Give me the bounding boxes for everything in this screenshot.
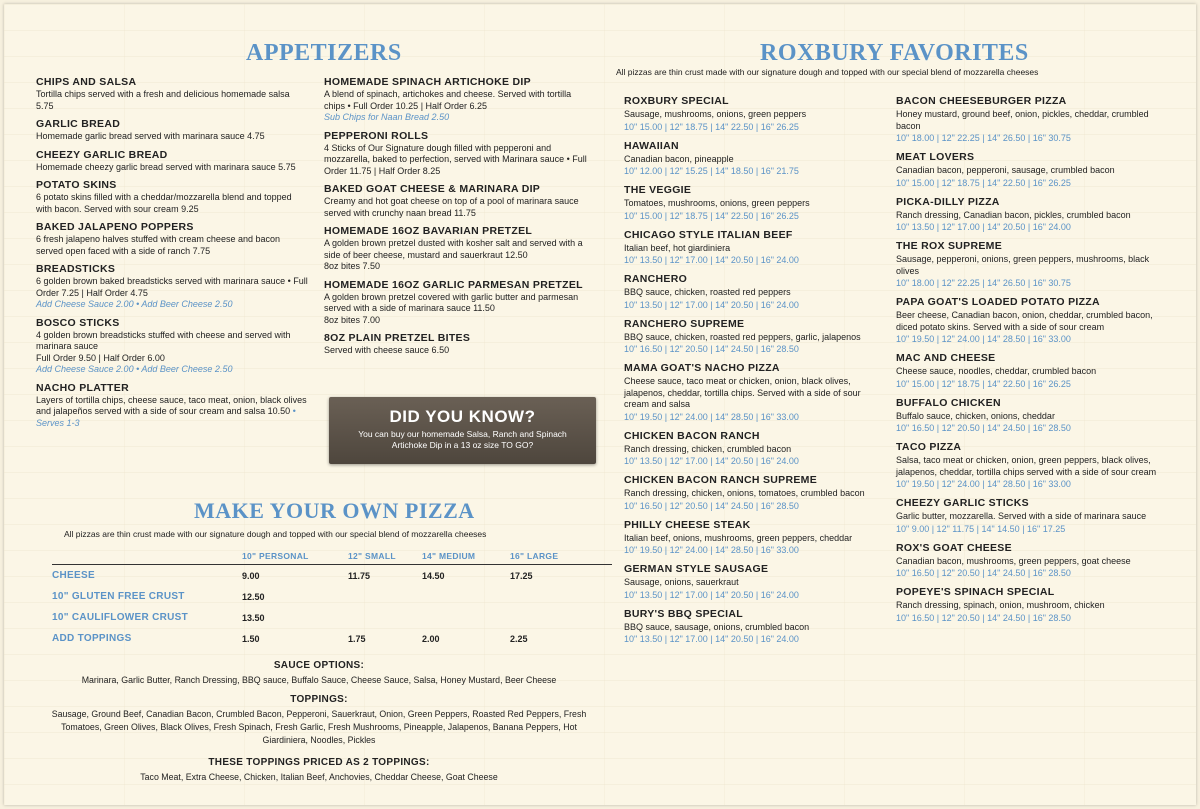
item-prices: 10" 13.50 | 12" 17.00 | 14" 20.50 | 16" 24.00	[624, 634, 799, 644]
toppings-list: Sausage, Ground Beef, Canadian Bacon, Crumbled Bacon, Pepperoni, Sauerkraut, Onion, Green Peppers, Roasted Red Peppers, Fresh Tomatoes, Green Olives, Black Olives, Fresh Spinach, Fresh Garlic, Fresh Mushrooms, Pineapple, Jalapenos, Banana Peppers, Hot Giardiniera, Noodles, Pickles	[51, 709, 587, 745]
row-label: CHEESE	[52, 570, 95, 581]
item-description: Sausage, pepperoni, onions, green peppers, mushrooms, black olives	[896, 254, 1150, 276]
item-prices: 10" 12.00 | 12" 15.25 | 14" 18.50 | 16" 21.75	[624, 166, 799, 176]
did-you-know-banner	[329, 397, 596, 464]
menu-item	[896, 95, 1158, 144]
header-large: 16" LARGE	[510, 551, 612, 565]
item-description: Salsa, taco meat or chicken, onion, green peppers, black olives, jalapenos, cheddar, tortilla chips served with a side of sour cream	[896, 455, 1157, 477]
item-name: CHIPS AND SALSA	[36, 76, 137, 88]
item-name: 8OZ PLAIN PRETZEL BITES	[324, 332, 471, 344]
menu-item	[624, 95, 879, 133]
item-prices: 10" 19.50 | 12" 24.00 | 14" 28.50 | 16" 33.00	[624, 411, 799, 422]
serves-note: • Serves 1-3	[36, 406, 296, 428]
item-description	[36, 395, 308, 430]
price-cell	[348, 586, 422, 607]
item-prices: 10" 15.00 | 12" 18.75 | 14" 22.50 | 16" 26.25	[624, 121, 799, 132]
item-description: 4 golden brown breadsticks stuffed with cheese and served with marinara sauce	[36, 329, 291, 351]
row-label: 10" CAULIFLOWER CRUST	[52, 612, 189, 623]
menu-item	[624, 362, 879, 423]
item-description: Italian beef, hot giardiniera	[624, 242, 731, 253]
menu-item	[36, 221, 308, 257]
item-name: PEPPERONI ROLLS	[324, 129, 429, 142]
price-cell: 2.00	[422, 633, 440, 644]
menu-item	[624, 140, 879, 178]
menu-item	[324, 130, 592, 178]
item-name: PHILLY CHEESE STEAK	[624, 518, 751, 531]
item-price-line: 8oz bites 7.50	[324, 261, 381, 271]
row-label: ADD TOPPINGS	[52, 633, 132, 644]
menu-item	[624, 318, 879, 356]
item-name: RANCHERO	[624, 273, 688, 285]
menu-item	[896, 240, 1158, 289]
item-prices: 10" 15.00 | 12" 18.75 | 14" 22.50 | 16" 26.25	[624, 210, 799, 221]
price-cell: 13.50	[242, 612, 265, 623]
item-description: Canadian bacon, mushrooms, green peppers, goat cheese	[896, 555, 1131, 566]
item-prices: 10" 16.50 | 12" 20.50 | 14" 24.50 | 16" 28.50	[624, 500, 799, 511]
sauce-options-heading: SAUCE OPTIONS:	[273, 660, 365, 671]
item-description: BBQ sauce, chicken, roasted red peppers	[624, 287, 791, 297]
item-name: ROXBURY SPECIAL	[624, 95, 729, 107]
menu-item	[896, 586, 1158, 624]
menu-page	[4, 4, 1196, 805]
appetizers-left-column	[36, 76, 308, 435]
item-prices: 10" 15.00 | 12" 18.75 | 14" 22.50 | 16" 26.25	[896, 177, 1071, 188]
table-row	[52, 607, 612, 628]
item-name: MAC AND CHEESE	[896, 352, 996, 364]
item-name: POPEYE'S SPINACH SPECIAL	[896, 586, 1055, 598]
menu-item	[324, 183, 592, 219]
price-cell: 1.50	[242, 633, 260, 644]
price-cell	[422, 607, 510, 628]
price-cell	[510, 586, 612, 607]
menu-item	[624, 474, 879, 512]
item-description: Ranch dressing, chicken, onions, tomatoes, crumbled bacon	[624, 488, 865, 498]
header-blank	[52, 551, 242, 565]
item-addon: Add Cheese Sauce 2.00 • Add Beer Cheese 2.50	[36, 299, 233, 309]
item-name: HOMEMADE SPINACH ARTICHOKE DIP	[324, 76, 531, 88]
menu-item	[896, 441, 1158, 490]
banner-title: DID YOU KNOW?	[389, 407, 536, 426]
item-name: CHICAGO STYLE ITALIAN BEEF	[624, 228, 793, 241]
item-name: BREADSTICKS	[36, 263, 116, 275]
item-name: POTATO SKINS	[36, 179, 117, 191]
table-row	[52, 586, 612, 607]
menu-item	[36, 179, 308, 215]
item-name: RANCHERO SUPREME	[624, 317, 745, 330]
price-cell: 17.25	[510, 570, 533, 581]
menu-item	[896, 542, 1158, 580]
item-description: Cheese sauce, taco meat or chicken, onion, black olives, jalapenos, cheddar, tortilla chips. Served with a side of sour cream and salsa	[624, 376, 861, 409]
item-description: Honey mustard, ground beef, onion, pickles, cheddar, crumbled bacon	[896, 109, 1149, 131]
double-toppings-list: Taco Meat, Extra Cheese, Chicken, Italian Beef, Anchovies, Cheddar Cheese, Goat Cheese	[140, 772, 498, 782]
item-description: 4 Sticks of Our Signature dough filled with pepperoni and mozzarella, baked to perfection, served with Marinara sauce • Full Order 11.75 | Half Order 8.25	[324, 142, 587, 176]
item-name: THE ROX SUPREME	[896, 240, 1003, 252]
menu-item	[324, 225, 592, 273]
price-cell: 1.75	[348, 633, 366, 644]
menu-item	[896, 296, 1158, 345]
item-description: Garlic butter, mozzarella. Served with a side of marinara sauce	[896, 511, 1147, 521]
sauce-options-list: Marinara, Garlic Butter, Ranch Dressing, BBQ sauce, Buffalo Sauce, Cheese Sauce, Salsa, Honey Mustard, Beer Cheese	[81, 675, 557, 685]
item-description: Buffalo sauce, chicken, onions, cheddar	[896, 410, 1055, 421]
price-cell	[422, 586, 510, 607]
header-personal: 10" PERSONAL	[242, 551, 348, 565]
price-cell: 14.50	[422, 570, 445, 581]
item-addon: Sub Chips for Naan Bread 2.50	[324, 112, 450, 122]
menu-item	[896, 352, 1158, 390]
item-description: Homemade garlic bread served with marinara sauce 4.75	[36, 131, 265, 141]
item-name: CHICKEN BACON RANCH	[624, 429, 760, 442]
item-description: 6 fresh jalapeno halves stuffed with cream cheese and bacon served open faced with a side of ranch 7.75	[36, 234, 280, 256]
menu-item	[624, 184, 879, 222]
menu-item	[896, 151, 1158, 189]
menu-item	[624, 519, 879, 557]
favorites-left-column	[624, 95, 879, 652]
menu-item	[36, 382, 308, 430]
item-description: Homemade cheezy garlic bread served with marinara sauce 5.75	[36, 161, 296, 172]
menu-item	[324, 279, 592, 327]
header-medium: 14" MEDIUM	[422, 551, 510, 565]
menu-item	[324, 332, 592, 357]
appetizers-title: APPETIZERS	[246, 40, 402, 66]
item-name: BAKED GOAT CHEESE & MARINARA DIP	[324, 183, 541, 195]
item-description: 6 golden brown baked breadsticks served with marinara sauce • Full Order 7.25 | Half Order 4.75	[36, 276, 308, 298]
item-price-line: 8oz bites 7.00	[324, 314, 381, 325]
item-prices: 10" 19.50 | 12" 24.00 | 14" 28.50 | 16" 33.00	[896, 479, 1071, 489]
item-description: Canadian bacon, pepperoni, sausage, crumbled bacon	[896, 165, 1115, 175]
menu-item	[624, 430, 879, 468]
menu-item	[36, 118, 308, 143]
item-description: Sausage, onions, sauerkraut	[624, 577, 739, 587]
item-name: CHEEZY GARLIC STICKS	[896, 497, 1029, 509]
item-prices: 10" 16.50 | 12" 20.50 | 14" 24.50 | 16" 28.50	[896, 612, 1071, 623]
item-prices: 10" 18.00 | 12" 22.25 | 14" 26.50 | 16" 30.75	[896, 133, 1071, 143]
menu-item	[36, 263, 308, 311]
item-description: A golden brown pretzel covered with garlic butter and parmesan served with a side of marinara sauce 11.50	[324, 291, 579, 313]
item-description: Creamy and hot goat cheese on top of a pool of marinara sauce served with crunchy naan bread 11.75	[324, 196, 579, 218]
table-row	[52, 628, 612, 649]
menu-item	[36, 149, 308, 174]
item-prices: 10" 19.50 | 12" 24.00 | 14" 28.50 | 16" 33.00	[624, 545, 799, 555]
item-description: BBQ sauce, chicken, roasted red peppers, garlic, jalapenos	[624, 331, 861, 342]
menu-item	[624, 273, 879, 311]
banner-body: You can buy our homemade Salsa, Ranch and Spinach Artichoke Dip in a 13 oz size TO GO?	[358, 429, 567, 450]
item-description: Ranch dressing, Canadian bacon, pickles, crumbled bacon	[896, 209, 1131, 220]
menu-item	[896, 397, 1158, 435]
item-description: Sausage, mushrooms, onions, green peppers	[624, 109, 807, 119]
price-cell: 2.25	[510, 633, 528, 644]
item-description: Ranch dressing, chicken, crumbled bacon	[624, 443, 792, 454]
favorites-subtitle: All pizzas are thin crust made with our signature dough and topped with our special blend of mozzarella cheeses	[616, 67, 1039, 77]
menu-item	[36, 76, 308, 112]
item-name: MAMA GOAT'S NACHO PIZZA	[624, 362, 780, 374]
item-prices: 10" 9.00 | 12" 11.75 | 14" 14.50 | 16" 17.25	[896, 523, 1066, 534]
item-name: BUFFALO CHICKEN	[896, 396, 1001, 409]
menu-item	[624, 229, 879, 267]
item-name: MEAT LOVERS	[896, 151, 975, 163]
item-name: BOSCO STICKS	[36, 316, 120, 329]
item-prices: 10" 13.50 | 12" 17.00 | 14" 20.50 | 16" 24.00	[896, 222, 1071, 232]
item-name: BAKED JALAPENO POPPERS	[36, 221, 194, 233]
item-name: ROX'S GOAT CHEESE	[896, 541, 1012, 554]
item-description: A blend of spinach, artichokes and cheese. Served with tortilla chips • Full Order 10.25 | Half Order 6.25	[324, 89, 572, 111]
pizza-price-table	[52, 551, 612, 649]
menu-item	[624, 563, 879, 601]
price-cell: 11.75	[348, 570, 371, 581]
item-name: PAPA GOAT'S LOADED POTATO PIZZA	[896, 296, 1100, 308]
double-toppings-heading: THESE TOPPINGS PRICED AS 2 TOPPINGS:	[208, 757, 430, 768]
pizza-subtitle: All pizzas are thin crust made with our signature dough and topped with our special blend of mozzarella cheeses	[64, 529, 487, 539]
item-prices: 10" 13.50 | 12" 17.00 | 14" 20.50 | 16" 24.00	[624, 589, 799, 600]
item-prices: 10" 16.50 | 12" 20.50 | 14" 24.50 | 16" 28.50	[624, 344, 799, 354]
item-description: Served with cheese sauce 6.50	[324, 345, 450, 355]
item-name: PICKA-DILLY PIZZA	[896, 195, 1000, 208]
price-cell	[348, 607, 422, 628]
price-cell: 12.50	[242, 591, 265, 602]
item-name: GERMAN STYLE SAUSAGE	[624, 563, 769, 575]
item-description: Ranch dressing, spinach, onion, mushroom, chicken	[896, 600, 1105, 610]
item-name: HOMEMADE 16OZ BAVARIAN PRETZEL	[324, 225, 533, 237]
appetizers-right-column	[324, 76, 592, 363]
item-description: 6 potato skins filled with a cheddar/mozzarella blend and topped with bacon. Served with sour cream 9.25	[36, 192, 292, 214]
item-description: Cheese sauce, noodles, cheddar, crumbled bacon	[896, 366, 1097, 376]
toppings-heading: TOPPINGS:	[290, 694, 348, 705]
item-prices: 10" 19.50 | 12" 24.00 | 14" 28.50 | 16" 33.00	[896, 334, 1071, 344]
table-row	[52, 565, 612, 587]
item-description: Italian beef, onions, mushrooms, green peppers, cheddar	[624, 532, 853, 543]
table-header-row	[52, 551, 612, 565]
menu-item	[36, 317, 308, 376]
item-description-text: Layers of tortilla chips, cheese sauce, taco meat, onion, black olives and jalapeños served with a side of sour cream and salsa 10.50	[36, 394, 307, 416]
item-prices: 10" 16.50 | 12" 20.50 | 14" 24.50 | 16" 28.50	[896, 568, 1071, 578]
item-name: HOMEMADE 16OZ GARLIC PARMESAN PRETZEL	[324, 278, 583, 291]
item-prices: 10" 13.50 | 12" 17.00 | 14" 20.50 | 16" 24.00	[624, 456, 799, 466]
price-cell: 9.00	[242, 570, 260, 581]
item-prices: 10" 16.50 | 12" 20.50 | 14" 24.50 | 16" 28.50	[896, 423, 1071, 433]
item-name: BACON CHEESEBURGER PIZZA	[896, 95, 1067, 107]
item-description: Canadian bacon, pineapple	[624, 153, 734, 164]
item-description: Tomatoes, mushrooms, onions, green peppers	[624, 198, 810, 208]
item-name: TACO PIZZA	[896, 441, 962, 453]
item-name: NACHO PLATTER	[36, 381, 129, 394]
price-cell	[510, 607, 612, 628]
item-price-line: Full Order 9.50 | Half Order 6.00	[36, 352, 165, 363]
item-prices: 10" 13.50 | 12" 17.00 | 14" 20.50 | 16" 24.00	[624, 255, 799, 265]
favorites-right-column	[896, 95, 1158, 631]
row-label: 10" GLUTEN FREE CRUST	[52, 591, 185, 602]
item-prices: 10" 13.50 | 12" 17.00 | 14" 20.50 | 16" 24.00	[624, 299, 799, 310]
item-description: A golden brown pretzel dusted with kosher salt and served with a side of beer cheese, mustard and sauerkraut 12.50	[324, 238, 583, 260]
item-name: HAWAIIAN	[624, 139, 679, 152]
header-small: 12" SMALL	[348, 551, 422, 565]
item-name: GARLIC BREAD	[36, 118, 121, 130]
menu-item	[896, 196, 1158, 234]
item-prices: 10" 15.00 | 12" 18.75 | 14" 22.50 | 16" 26.25	[896, 378, 1071, 389]
item-description: Tortilla chips served with a fresh and delicious homemade salsa 5.75	[36, 89, 290, 111]
menu-item	[324, 76, 592, 124]
item-name: THE VEGGIE	[624, 184, 692, 196]
menu-item	[896, 497, 1158, 535]
item-description: BBQ sauce, sausage, onions, crumbled bacon	[624, 621, 810, 632]
item-name: CHEEZY GARLIC BREAD	[36, 148, 168, 161]
menu-item	[624, 608, 879, 646]
pizza-title: MAKE YOUR OWN PIZZA	[194, 498, 475, 523]
item-addon: Add Cheese Sauce 2.00 • Add Beer Cheese 2.50	[36, 364, 233, 374]
favorites-title: ROXBURY FAVORITES	[760, 40, 1029, 66]
item-name: BURY'S BBQ SPECIAL	[624, 607, 743, 620]
item-prices: 10" 18.00 | 12" 22.25 | 14" 26.50 | 16" 30.75	[896, 278, 1071, 288]
item-name: CHICKEN BACON RANCH SUPREME	[624, 474, 818, 486]
item-description: Beer cheese, Canadian bacon, onion, cheddar, crumbled bacon, diced potato skins. Served with a side of sour cream	[896, 310, 1153, 332]
